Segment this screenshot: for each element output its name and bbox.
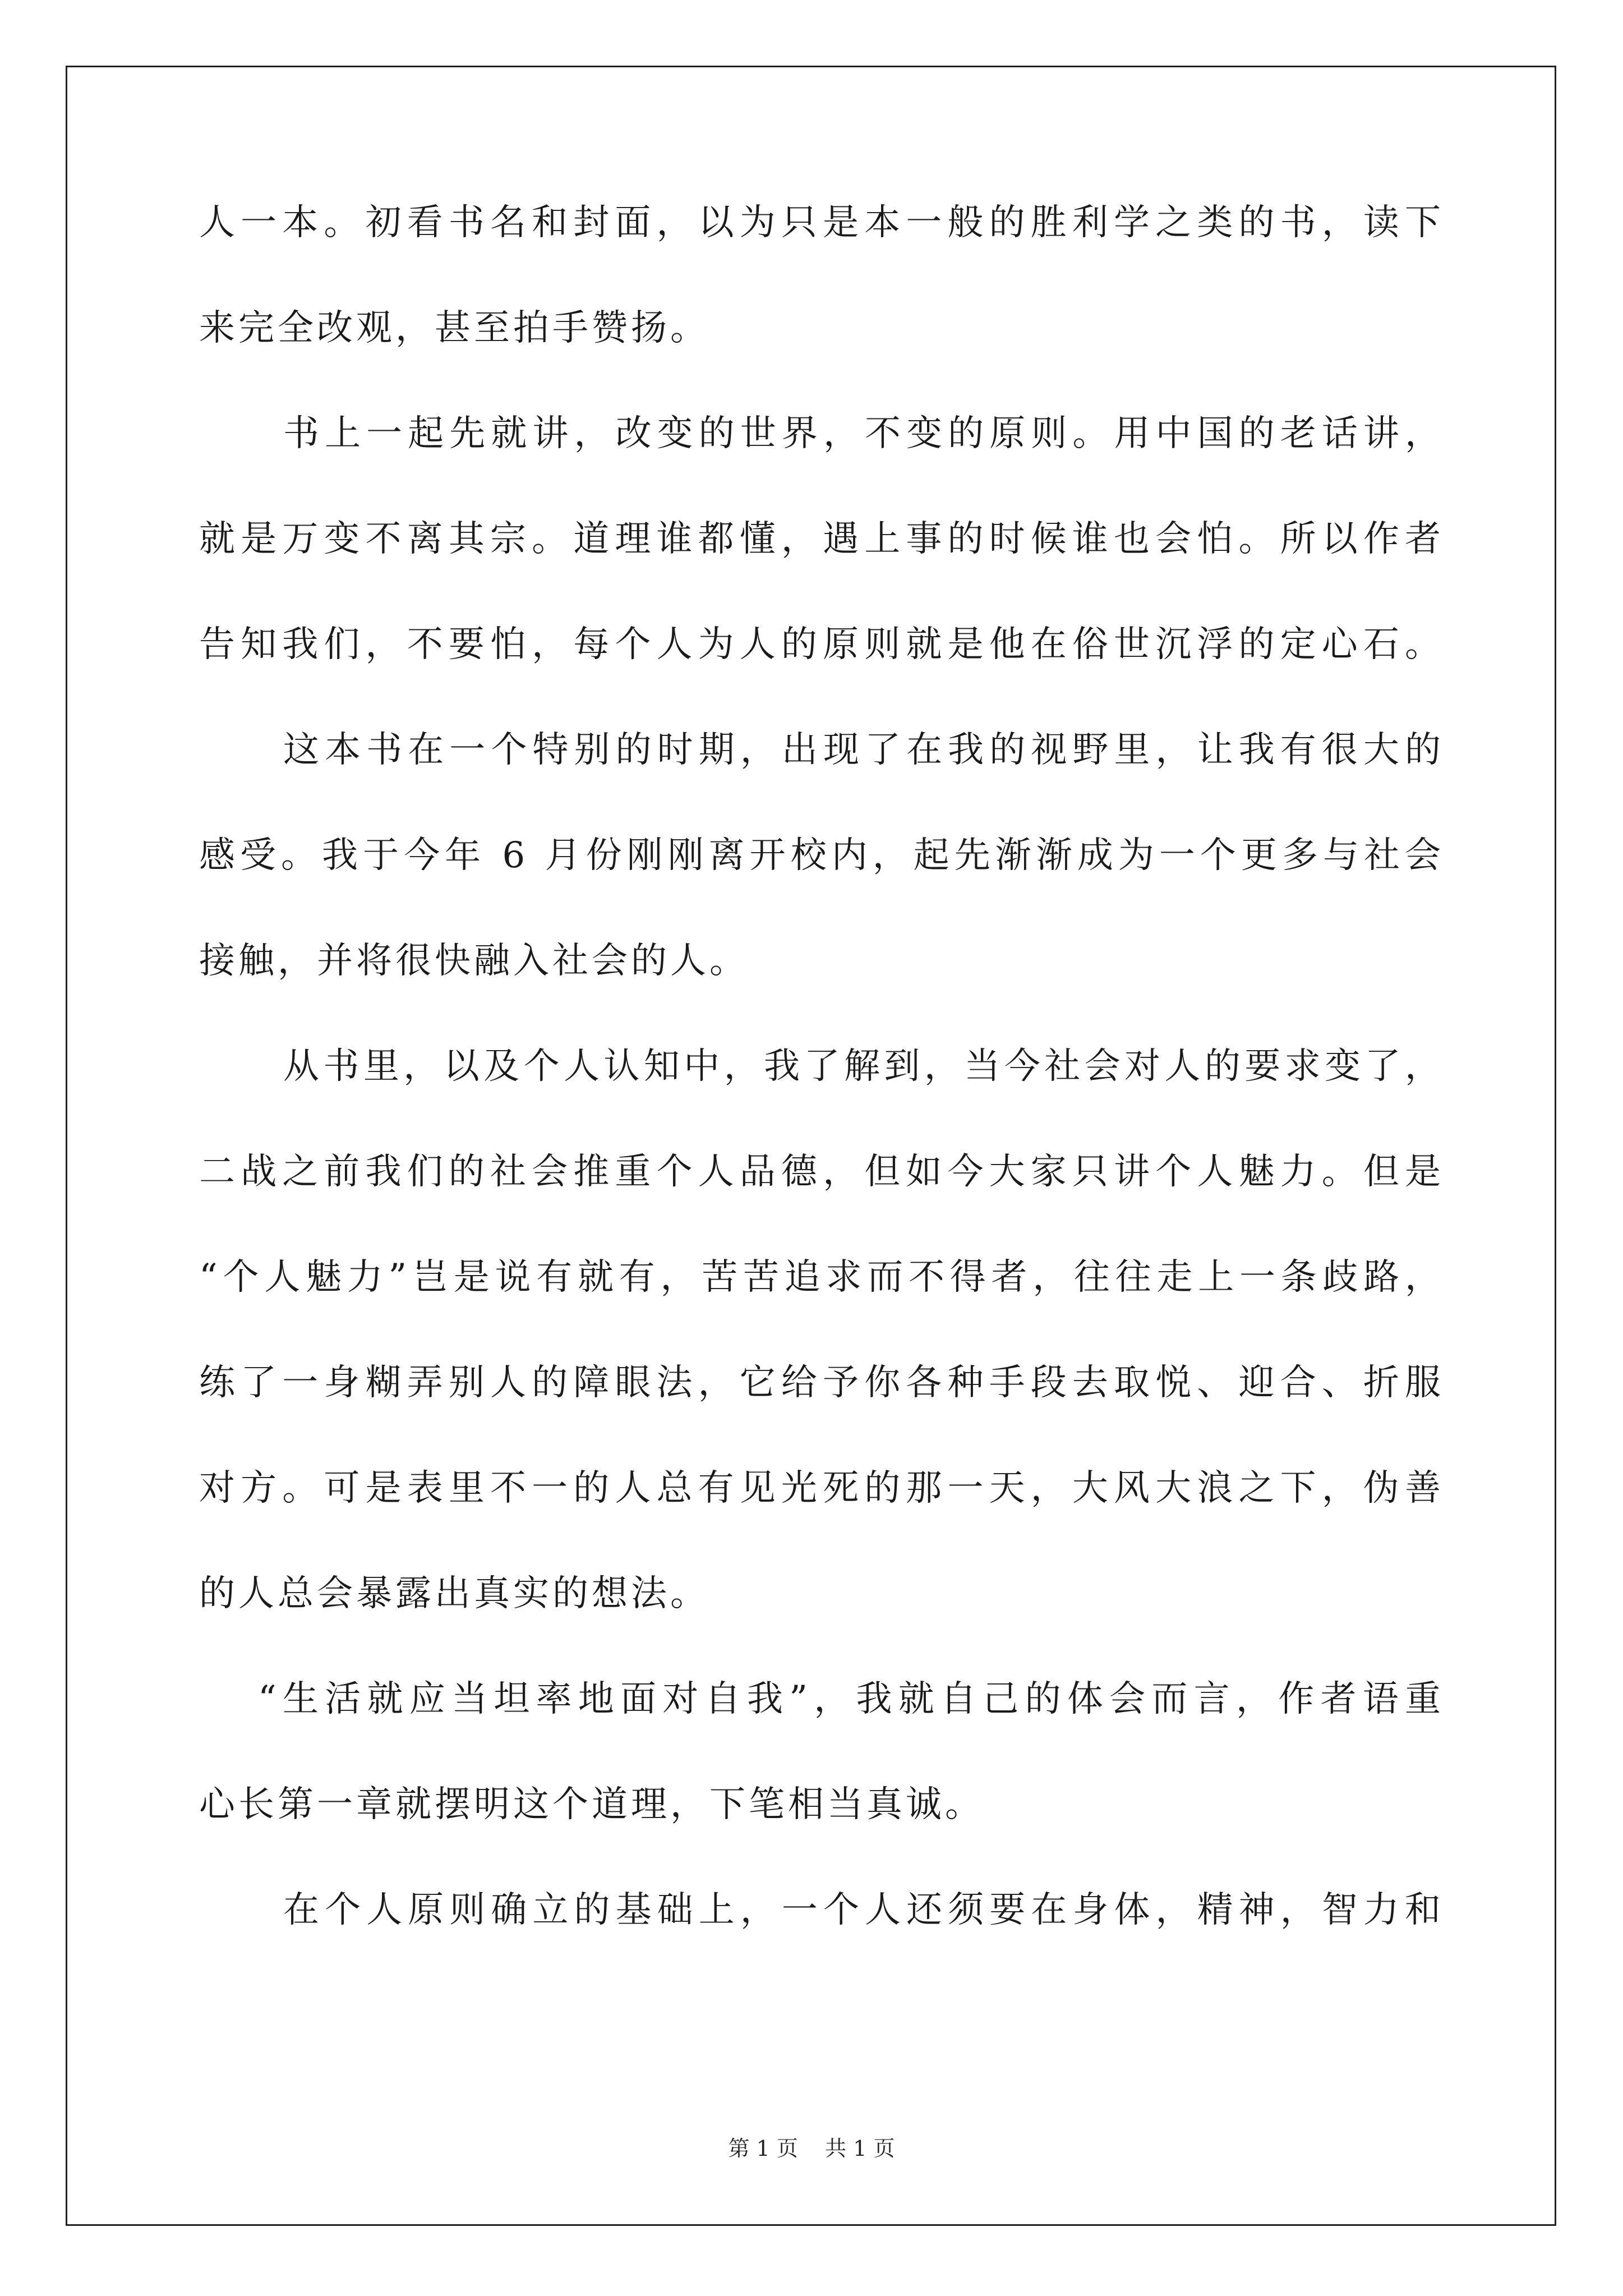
text-line: 在个人原则确立的基础上，一个人还须要在身体，精神，智力和 xyxy=(283,1889,1444,1931)
text-line: 心长第一章就摆明这个道理，下笔相当真诚。 xyxy=(199,1784,984,1825)
text-line: 对方。可是表里不一的人总有见光死的那一天，大风大浪之下，伪善 xyxy=(199,1467,1444,1509)
text-line: 人一本。初看书名和封面，以为只是本一般的胜利学之类的书，读下 xyxy=(199,202,1444,243)
text-line: 书上一起先就讲，改变的世界，不变的原则。用中国的老话讲， xyxy=(283,413,1444,454)
text-line: 练了一身糊弄别人的障眼法，它给予你各种手段去取悦、迎合、折服 xyxy=(199,1362,1444,1404)
document-body xyxy=(199,202,1444,1998)
text-line: “生活就应当坦率地面对自我”，我就自己的体会而言，作者语重 xyxy=(258,1678,1444,1720)
text-line: 的人总会暴露出真实的想法。 xyxy=(199,1573,709,1614)
text-line: 接触，并将很快融入社会的人。 xyxy=(199,940,749,982)
text-line: 就是万变不离其宗。道理谁都懂，遇上事的时候谁也会怕。所以作者 xyxy=(199,518,1444,560)
text-line: 来完全改观，甚至拍手赞扬。 xyxy=(199,307,709,349)
text-line: 这本书在一个特别的时期，出现了在我的视野里，让我有很大的 xyxy=(283,729,1444,771)
text-line: “个人魅力”岂是说有就有，苦苦追求而不得者，往往走上一条歧路， xyxy=(199,1257,1444,1298)
page-footer: 第 1 页 共 1 页 xyxy=(728,2136,895,2161)
text-line: 感受。我于今年 6 月份刚刚离开校内，起先渐渐成为一个更多与社会 xyxy=(199,835,1444,876)
text-line: 告知我们，不要怕，每个人为人的原则就是他在俗世沉浮的定心石。 xyxy=(199,624,1444,665)
text-line: 从书里，以及个人认知中，我了解到，当今社会对人的要求变了， xyxy=(283,1046,1444,1087)
text-line: 二战之前我们的社会推重个人品德，但如今大家只讲个人魅力。但是 xyxy=(199,1151,1444,1193)
